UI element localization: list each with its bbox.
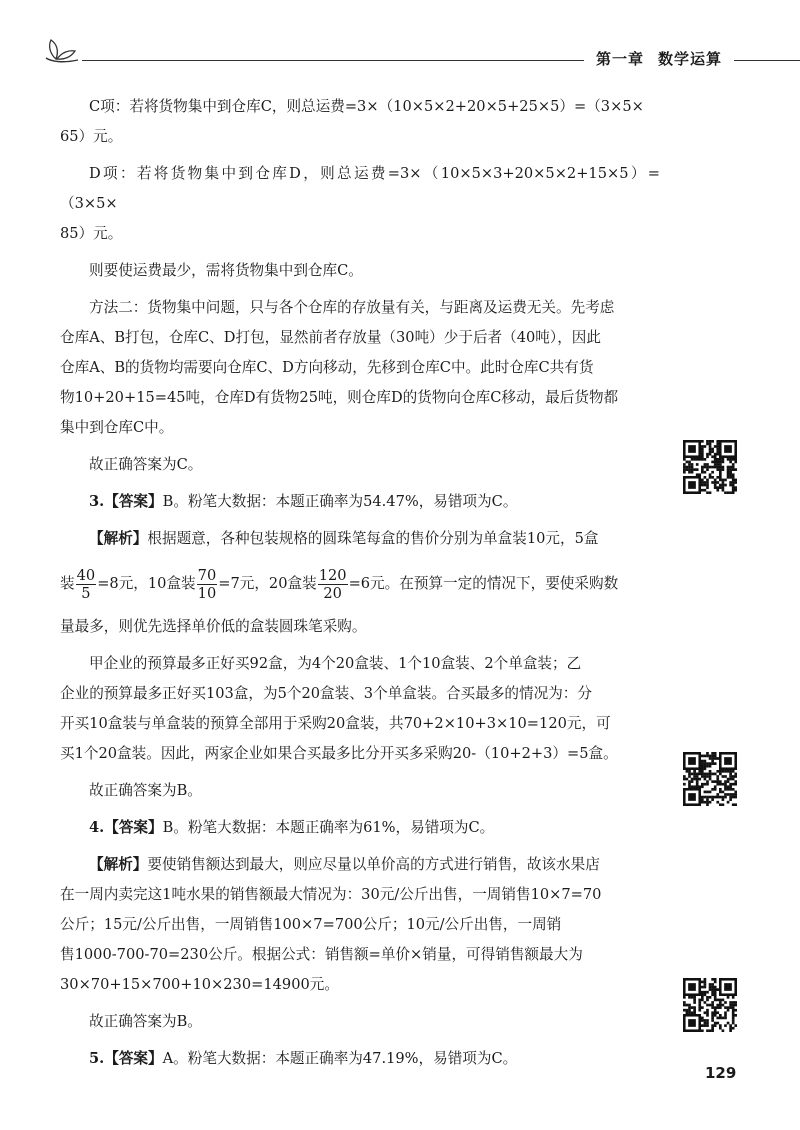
- fraction-denominator: 10: [197, 584, 217, 602]
- answer-label: 3.【答案】: [89, 493, 163, 510]
- question-5-answer: [60, 1044, 660, 1074]
- text-line: 85）元。: [60, 225, 123, 242]
- header-rule-right: [734, 60, 800, 61]
- fraction-120-20: [318, 567, 348, 602]
- answer-line: 故正确答案为B。: [89, 782, 202, 799]
- analysis-text: 要使销售额达到最大，则应尽量以单价高的方式进行销售，故该水果店: [147, 856, 600, 873]
- running-header: [0, 0, 800, 80]
- answer-line: 故正确答案为B。: [89, 1013, 202, 1030]
- analysis-label: 【解析】: [89, 856, 148, 873]
- text-line: 集中到仓库C中。: [60, 419, 174, 436]
- fraction-40-5: [76, 567, 97, 602]
- fraction-denominator: 20: [323, 584, 342, 602]
- qr-code-icon[interactable]: [683, 752, 737, 806]
- analysis-text: 根据题意，各种包装规格的圆珠笔每盒的售价分别为单盒装10元，5盒: [147, 530, 599, 547]
- text-line: 方法二：货物集中问题，只与各个仓库的存放量有关，与距离及运费无关。先考虑: [89, 299, 615, 316]
- question-3-analysis: [60, 524, 660, 554]
- fraction-line: [60, 560, 660, 608]
- text-line: 企业的预算最多正好买103盒，为5个20盒装、3个单盒装。合买最多的情况为：分: [60, 685, 592, 702]
- chapter-title: [596, 48, 722, 69]
- text-line: 则要使运费最少，需将货物集中到仓库C。: [89, 262, 363, 279]
- fraction-numerator: 120: [318, 566, 347, 584]
- fraction-numerator: 70: [197, 566, 217, 584]
- fraction-suffix: =6元。在预算一定的情况下，要使采购数: [348, 575, 619, 592]
- text-line: 在一周内卖完这1吨水果的销售额最大情况为：30元/公斤出售，一周销售10×7=70: [60, 886, 602, 903]
- qr-code-icon[interactable]: [683, 440, 737, 494]
- text-line: 仓库A、B的货物均需要向仓库C、D方向移动，先移到仓库C中。此时仓库C共有货: [60, 359, 594, 376]
- qr-code-icon[interactable]: [683, 978, 737, 1032]
- text-line: 量最多，则优先选择单价低的盒装圆珠笔采购。: [60, 618, 367, 635]
- answer-text: A。粉笔大数据：本题正确率为47.19%，易错项为C。: [162, 1050, 518, 1067]
- leaf-ornament-icon: [42, 36, 82, 64]
- text-line: 65）元。: [60, 128, 123, 145]
- answer-label: 5.【答案】: [89, 1050, 163, 1067]
- text-line: 公斤；15元/公斤出售，一周销售100×7=700公斤；10元/公斤出售，一周销: [60, 916, 562, 933]
- chapter-number: 第一章: [596, 50, 645, 68]
- text-line: 甲企业的预算最多正好买92盒，为4个20盒装、1个10盒装、2个单盒装；乙: [89, 655, 582, 672]
- text-line: 售1000-700-70=230公斤。根据公式：销售额=单价×销量，可得销售额最大为: [60, 946, 583, 963]
- answer-text: B。粉笔大数据：本题正确率为61%，易错项为C。: [162, 819, 495, 836]
- page-body: [60, 92, 660, 1074]
- text-line: 30×70+15×700+10×230=14900元。: [60, 976, 339, 993]
- question-3-answer: [60, 487, 660, 517]
- question-4-answer: [60, 813, 660, 843]
- chapter-name: 数学运算: [658, 50, 723, 68]
- analysis-label: 【解析】: [89, 530, 148, 547]
- fraction-suffix: =7元，20盒装: [218, 575, 317, 592]
- fraction-prefix: 装: [60, 575, 75, 592]
- text-line: 开买10盒装与单盒装的预算全部用于采购20盒装，共70+2×10+3×10=120元，可: [60, 715, 611, 732]
- fraction-numerator: 40: [76, 566, 96, 584]
- answer-text: B。粉笔大数据：本题正确率为54.47%，易错项为C。: [162, 493, 518, 510]
- fraction-denominator: 5: [81, 584, 91, 602]
- page-number: 129: [705, 1064, 737, 1082]
- text-line: 仓库A、B打包，仓库C、D打包，显然前者存放量（30吨）少于后者（40吨），因此: [60, 329, 601, 346]
- header-rule-left: [82, 60, 584, 61]
- question-4-analysis: [60, 850, 660, 880]
- text-line: 物10+20+15=45吨，仓库D有货物25吨，则仓库D的货物向仓库C移动，最后货物都: [60, 389, 619, 406]
- answer-line: 故正确答案为C。: [89, 456, 203, 473]
- fraction-70-10: [197, 567, 218, 602]
- text-line: D项：若将货物集中到仓库D，则总运费=3×（10×5×3+20×5×2+15×5）=（3×5×: [60, 165, 660, 212]
- answer-label: 4.【答案】: [89, 819, 163, 836]
- text-line: C项：若将货物集中到仓库C，则总运费=3×（10×5×2+20×5+25×5）=（3×5×: [89, 98, 644, 115]
- text-line: 买1个20盒装。因此，两家企业如果合买最多比分开买多采购20-（10+2+3）=5盒。: [60, 745, 618, 762]
- fraction-suffix: =8元，10盒装: [97, 575, 196, 592]
